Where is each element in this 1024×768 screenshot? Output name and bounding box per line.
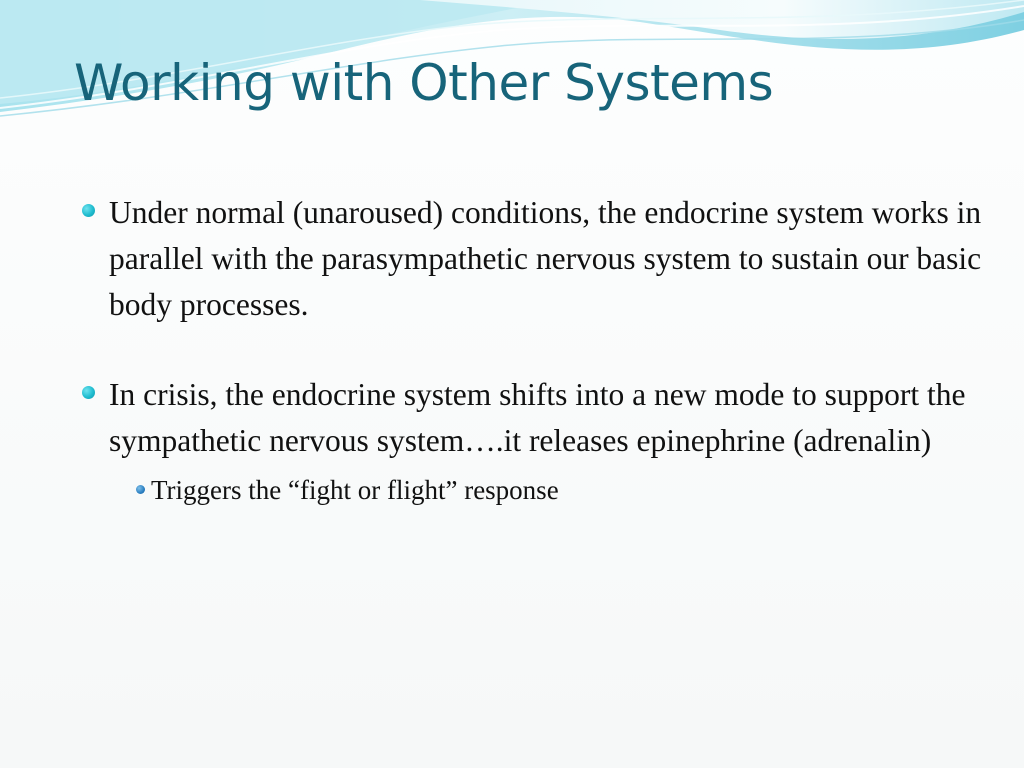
bullet-text: Under normal (unaroused) conditions, the endocrine system works in parallel with the parasympathetic nervous system to sustain our basic body processes. (109, 195, 982, 322)
bullet-text: In crisis, the endocrine system shifts into a new mode to support the sympathetic nervous system….it releases epinephrine (adrenalin) (109, 377, 966, 458)
sub-bullet-text: Triggers the “fight or flight” response (151, 475, 559, 505)
round-bullet-icon (82, 204, 95, 217)
round-sub-bullet-icon (136, 485, 145, 494)
round-bullet-icon (82, 386, 95, 399)
sub-bullet-item (136, 470, 982, 510)
bullet-item (82, 190, 982, 328)
slide-title: Working with Other Systems (74, 54, 774, 112)
bullet-list (82, 190, 982, 510)
bullet-item (82, 372, 982, 510)
